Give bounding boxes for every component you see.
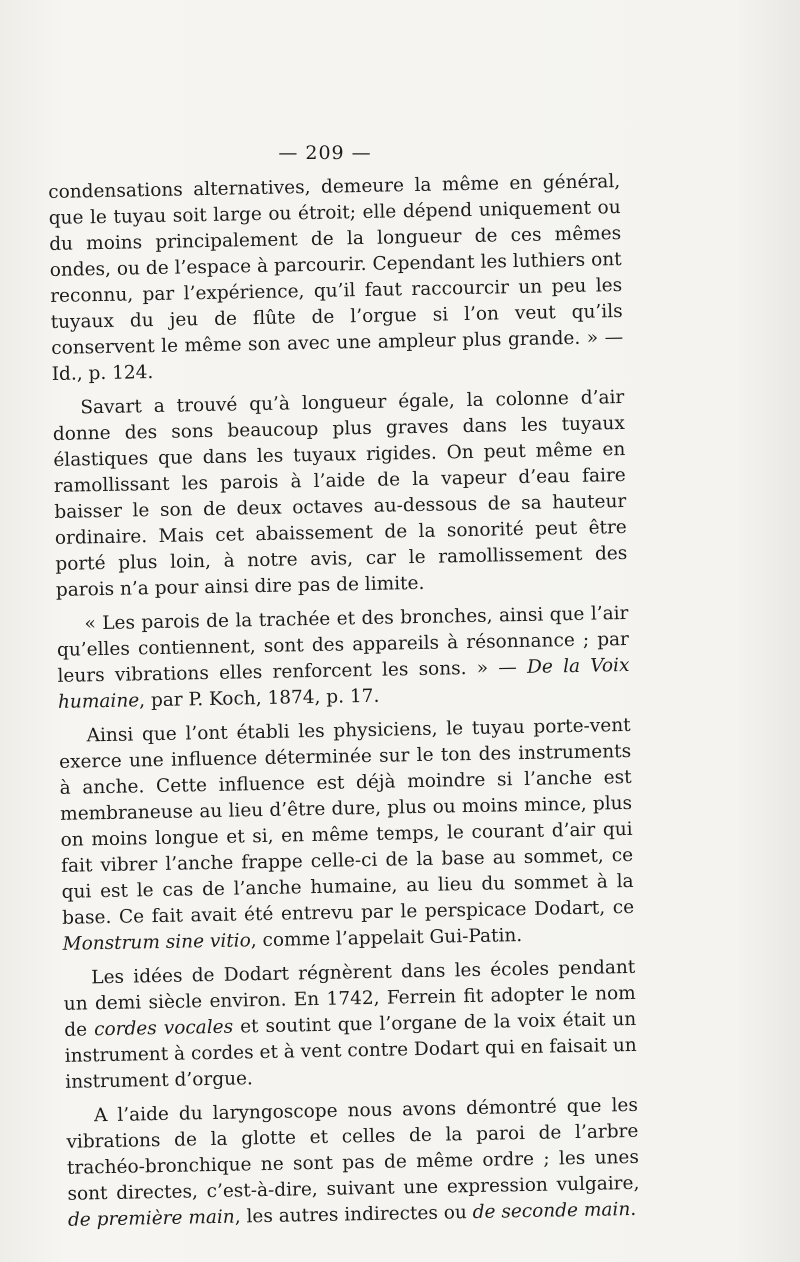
italic-title: De la Voix humaine (57, 654, 630, 713)
text-run: « Les parois de la trachée et des bronches, ainsi que l’air qu’elles contiennent, sont des appareils à résonnance ; par leurs vibrations elles renforcent les sons. » — (56, 602, 630, 687)
text-run: Ainsi que l’ont établi les physiciens, le tuyau porte-vent exerce une influence déterminée sur le ton des instruments à anche. Cette influence est déjà moindre si l’anche est membraneuse au lieu d’être dure, plus ou moins mince, plus on moins longue et si, en même temps, le courant d’air qui fait vibrer l’anche frappe celle-ci de la base au sommet, ce qui est le cas de l’anche humaine, au lieu du sommet à la base. Ce fait avait été entrevu par le perspicace Dodart, ce (58, 714, 635, 929)
text-run: Savart a trouvé qu’à longueur égale, la colonne d’air donne des sons beaucoup plus graves dans les tuyaux élastiques que dans les tuyaux rigides. On peut même en ramollissant les parois à l’aide de la vapeur d’eau faire baisser le son de deux octaves au-dessous de sa hauteur ordinaire. Mais cet abaissement de la sonorité peut être porté plus loin, à notre avis, car le ramollissement des parois n’a pour ainsi dire pas de limite. (52, 386, 628, 601)
paragraph-savart (52, 385, 628, 604)
text-run: , comme l’appelait Gui-Patin. (250, 925, 523, 952)
italic-phrase: cordes vocales (93, 1016, 234, 1041)
paragraph-dodart (63, 955, 637, 1096)
italic-phrase: de seconde main (472, 1199, 631, 1224)
text-run: . (630, 1198, 637, 1221)
text-run: , par P. Koch, 1874, p. 17. (139, 685, 380, 712)
body-text (48, 169, 640, 1242)
text-run: condensations alternatives, demeure la même en général, que le tuyau soit large ou étroit; elle dépend uniquement ou du moins principalement de la longueur de ces mêmes ondes, ou de l’espace à parcourir. Cependant les luthiers ont reconnu, par l’expérience, qu’il faut raccourcir un peu les tuyaux du jeu de flûte de l’orgue si l’on veut qu’ils conservent le même son avec une ampleur plus grande. » — Id., p. 124. (48, 171, 624, 385)
text-run: , les autres indirectes ou (234, 1202, 473, 1228)
italic-phrase: de première main (67, 1206, 235, 1231)
text-run: A l’aide du laryngoscope nous avons démontré que les vibrations de la glotte et celles de la paroi de l’arbre trachéo-bronchique ne sont pas de même ordre ; les unes sont directes, c’est-à-dire, suivant une expression vulgaire, (66, 1094, 640, 1205)
paragraph-continuation (48, 169, 624, 388)
text-run: et soutint que l’organe de la voix était un instrument à cordes et à vent contre Dodart qui en faisait un instrument d’orgue. (64, 1008, 637, 1093)
text-run: Les idées de Dodart régnèrent dans les écoles pendant un demi siècle environ. En 1742, Ferrein fit adopter le nom de (63, 956, 636, 1041)
paragraph-quote-koch (56, 601, 630, 716)
page-number: — 209 — (278, 142, 372, 164)
paragraph-physiciens (58, 713, 634, 958)
paragraph-laryngoscope (66, 1093, 640, 1234)
italic-phrase: Monstrum sine vitio (62, 930, 251, 955)
